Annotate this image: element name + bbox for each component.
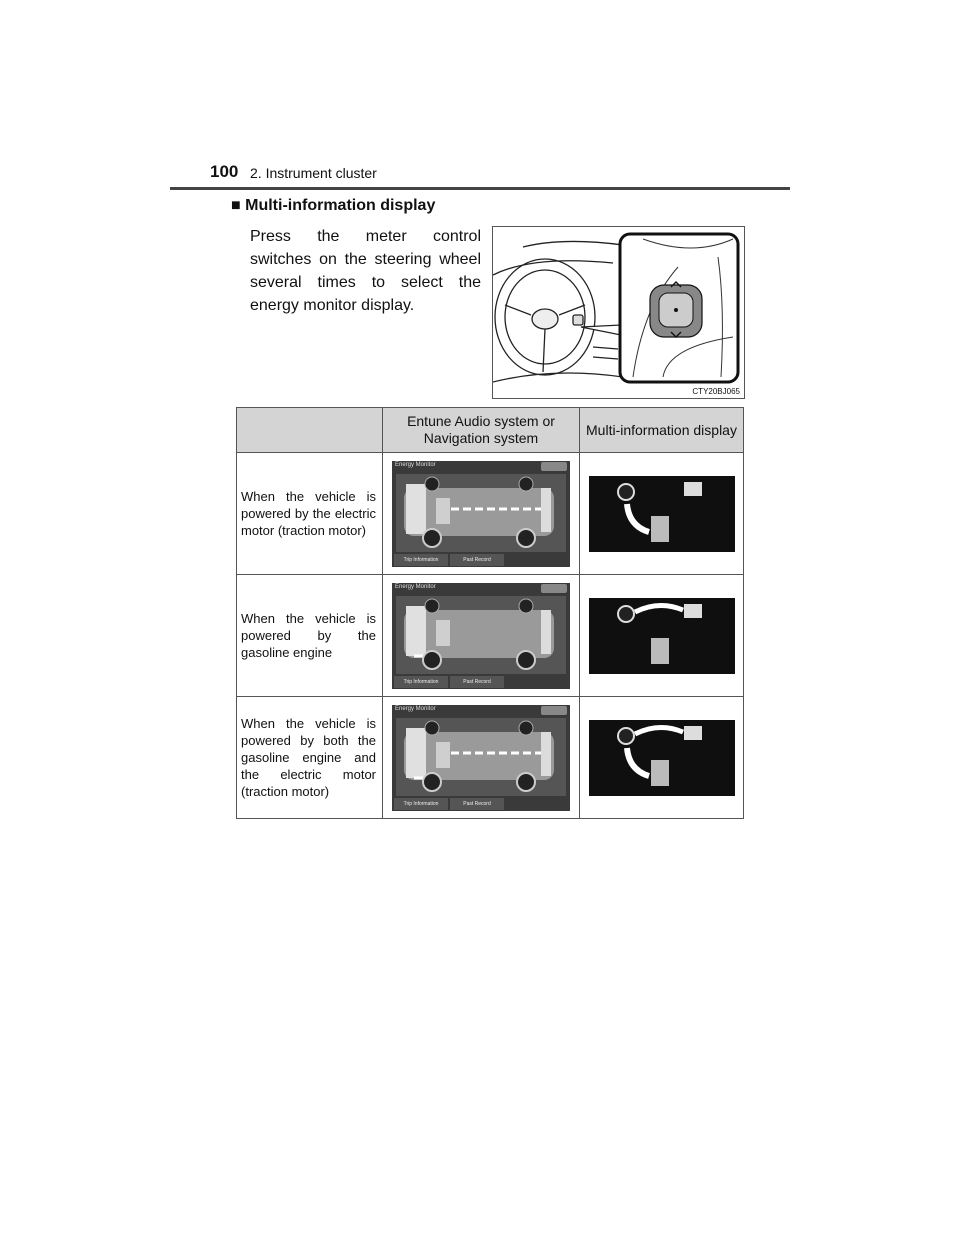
tab-trip-information: Trip Information [394,554,448,566]
energy-monitor-screen [392,705,570,811]
mid-screen-cell [580,697,744,819]
mid-display [589,720,735,796]
table-row [237,453,744,575]
tab-past-record: Past Record [450,798,504,810]
screen-tabs [394,798,568,810]
table-header-blank [237,408,383,453]
section-heading [231,197,435,215]
header-rule [170,187,790,190]
screen-title: Energy Monitor [395,705,436,712]
back-icon [541,706,567,715]
audio-screen-cell [383,697,580,819]
screen-title: Energy Monitor [395,461,436,468]
vehicle-flow-illustration [396,474,566,552]
vehicle-flow-illustration [396,596,566,674]
steering-wheel-illustration [493,227,744,398]
tab-past-record: Past Record [450,676,504,688]
energy-monitor-screen [392,461,570,567]
table-header-audio-nav: Entune Audio system or Navigation system [383,408,580,453]
audio-screen-cell [383,453,580,575]
table-header-mid: Multi-information display [580,408,744,453]
screen-tabs [394,554,568,566]
tab-past-record: Past Record [450,554,504,566]
vehicle-flow-illustration [396,718,566,796]
mid-display [589,598,735,674]
back-icon [541,462,567,471]
heading-bullet: ■ [231,197,241,214]
table-row [237,575,744,697]
row-description: When the vehicle is powered by the gasoline engine [237,575,383,697]
tab-trip-information: Trip Information [394,798,448,810]
row-description: When the vehicle is powered by the electric motor (traction motor) [237,453,383,575]
screen-title: Energy Monitor [395,583,436,590]
mid-screen-cell [580,453,744,575]
mid-screen-cell [580,575,744,697]
table-header-row [237,408,744,453]
tab-trip-information: Trip Information [394,676,448,688]
heading-text: Multi-information display [245,197,436,214]
audio-screen-cell [383,575,580,697]
page-number: 100 [210,162,239,181]
table-row [237,697,744,819]
figure-code: CTY20BJ065 [692,387,740,396]
section-title: 2. Instrument cluster [250,165,377,181]
mid-display [589,476,735,552]
energy-monitor-table [236,407,744,819]
instruction-text: Press the meter control switches on the steering wheel several times to select the energy monitor display. [250,228,481,314]
screen-tabs [394,676,568,688]
energy-monitor-screen [392,583,570,689]
row-description: When the vehicle is powered by both the gasoline engine and the electric motor (traction motor) [237,697,383,819]
back-icon [541,584,567,593]
page-header [170,160,790,190]
steering-wheel-figure [492,226,745,399]
